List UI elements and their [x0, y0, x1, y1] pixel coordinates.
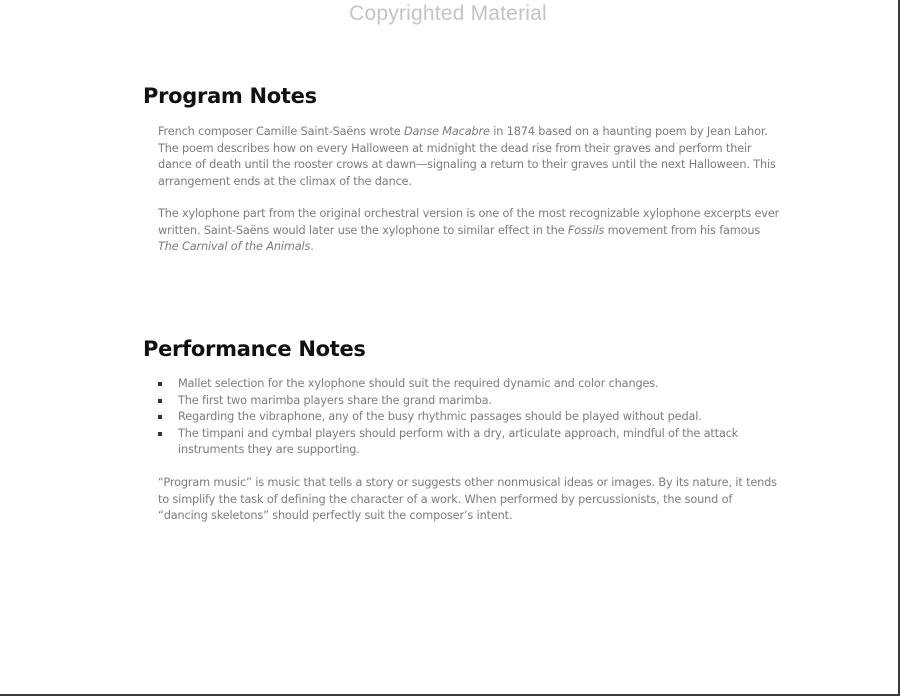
program-notes-paragraph-2	[158, 206, 780, 256]
text-segment: French composer Camille Saint-Saëns wrote	[158, 125, 404, 138]
program-music-paragraph: “Program music” is music that tells a story or suggests other nonmusical ideas or images. By its nature, it tends to simplify the task of defining the character of a work. When performed by percussionists, the sound of “dancing skeletons” should perfectly suit the composer’s intent.	[158, 476, 777, 522]
text-segment: in 1874 based on a haunting poem by Jean Lahor. The poem describes how on every Halloween at midnight the dead rise from their graves and perform their dance of death until the rooster crows at dawn—signaling a return to their graves until the next Halloween. This arrangement ends at the climax of the dance.	[158, 125, 776, 188]
bullet-icon	[158, 382, 162, 386]
list-item	[158, 393, 768, 410]
program-notes-paragraph-1	[158, 124, 780, 190]
bullet-icon	[158, 399, 162, 403]
list-item	[158, 426, 768, 459]
movement-title-fossils: Fossils	[567, 223, 605, 237]
text-segment: movement from his famous	[604, 223, 761, 237]
work-title-carnival-of-the-animals: The Carnival of the Animals	[158, 240, 311, 253]
list-item-text: The timpani and cymbal players should perform with a dry, articulate approach, mindful of the attack instruments they are supporting.	[178, 426, 739, 456]
list-item	[158, 409, 768, 426]
work-title-danse-macabre: Danse Macabre	[404, 125, 490, 138]
performance-notes-heading: Performance Notes	[143, 337, 366, 361]
bullet-icon	[158, 432, 162, 436]
list-item-text: Regarding the vibraphone, any of the busy rhythmic passages should be played without pedal.	[178, 410, 702, 423]
text-segment: .	[310, 240, 314, 253]
text-segment: The xylophone part from the original orchestral version is one of the most recognizable xylophone excerpts ever written. Saint-Saëns would later use the xylophone to similar effect in the	[158, 207, 780, 237]
performance-notes-list	[158, 376, 768, 459]
program-notes-heading: Program Notes	[143, 84, 317, 108]
list-item-text: The first two marimba players share the grand marimba.	[178, 393, 492, 407]
bullet-icon	[158, 415, 162, 419]
list-item-text: Mallet selection for the xylophone should suit the required dynamic and color changes.	[178, 377, 659, 390]
list-item	[158, 376, 768, 393]
copyright-watermark: Copyrighted Material	[349, 2, 547, 25]
